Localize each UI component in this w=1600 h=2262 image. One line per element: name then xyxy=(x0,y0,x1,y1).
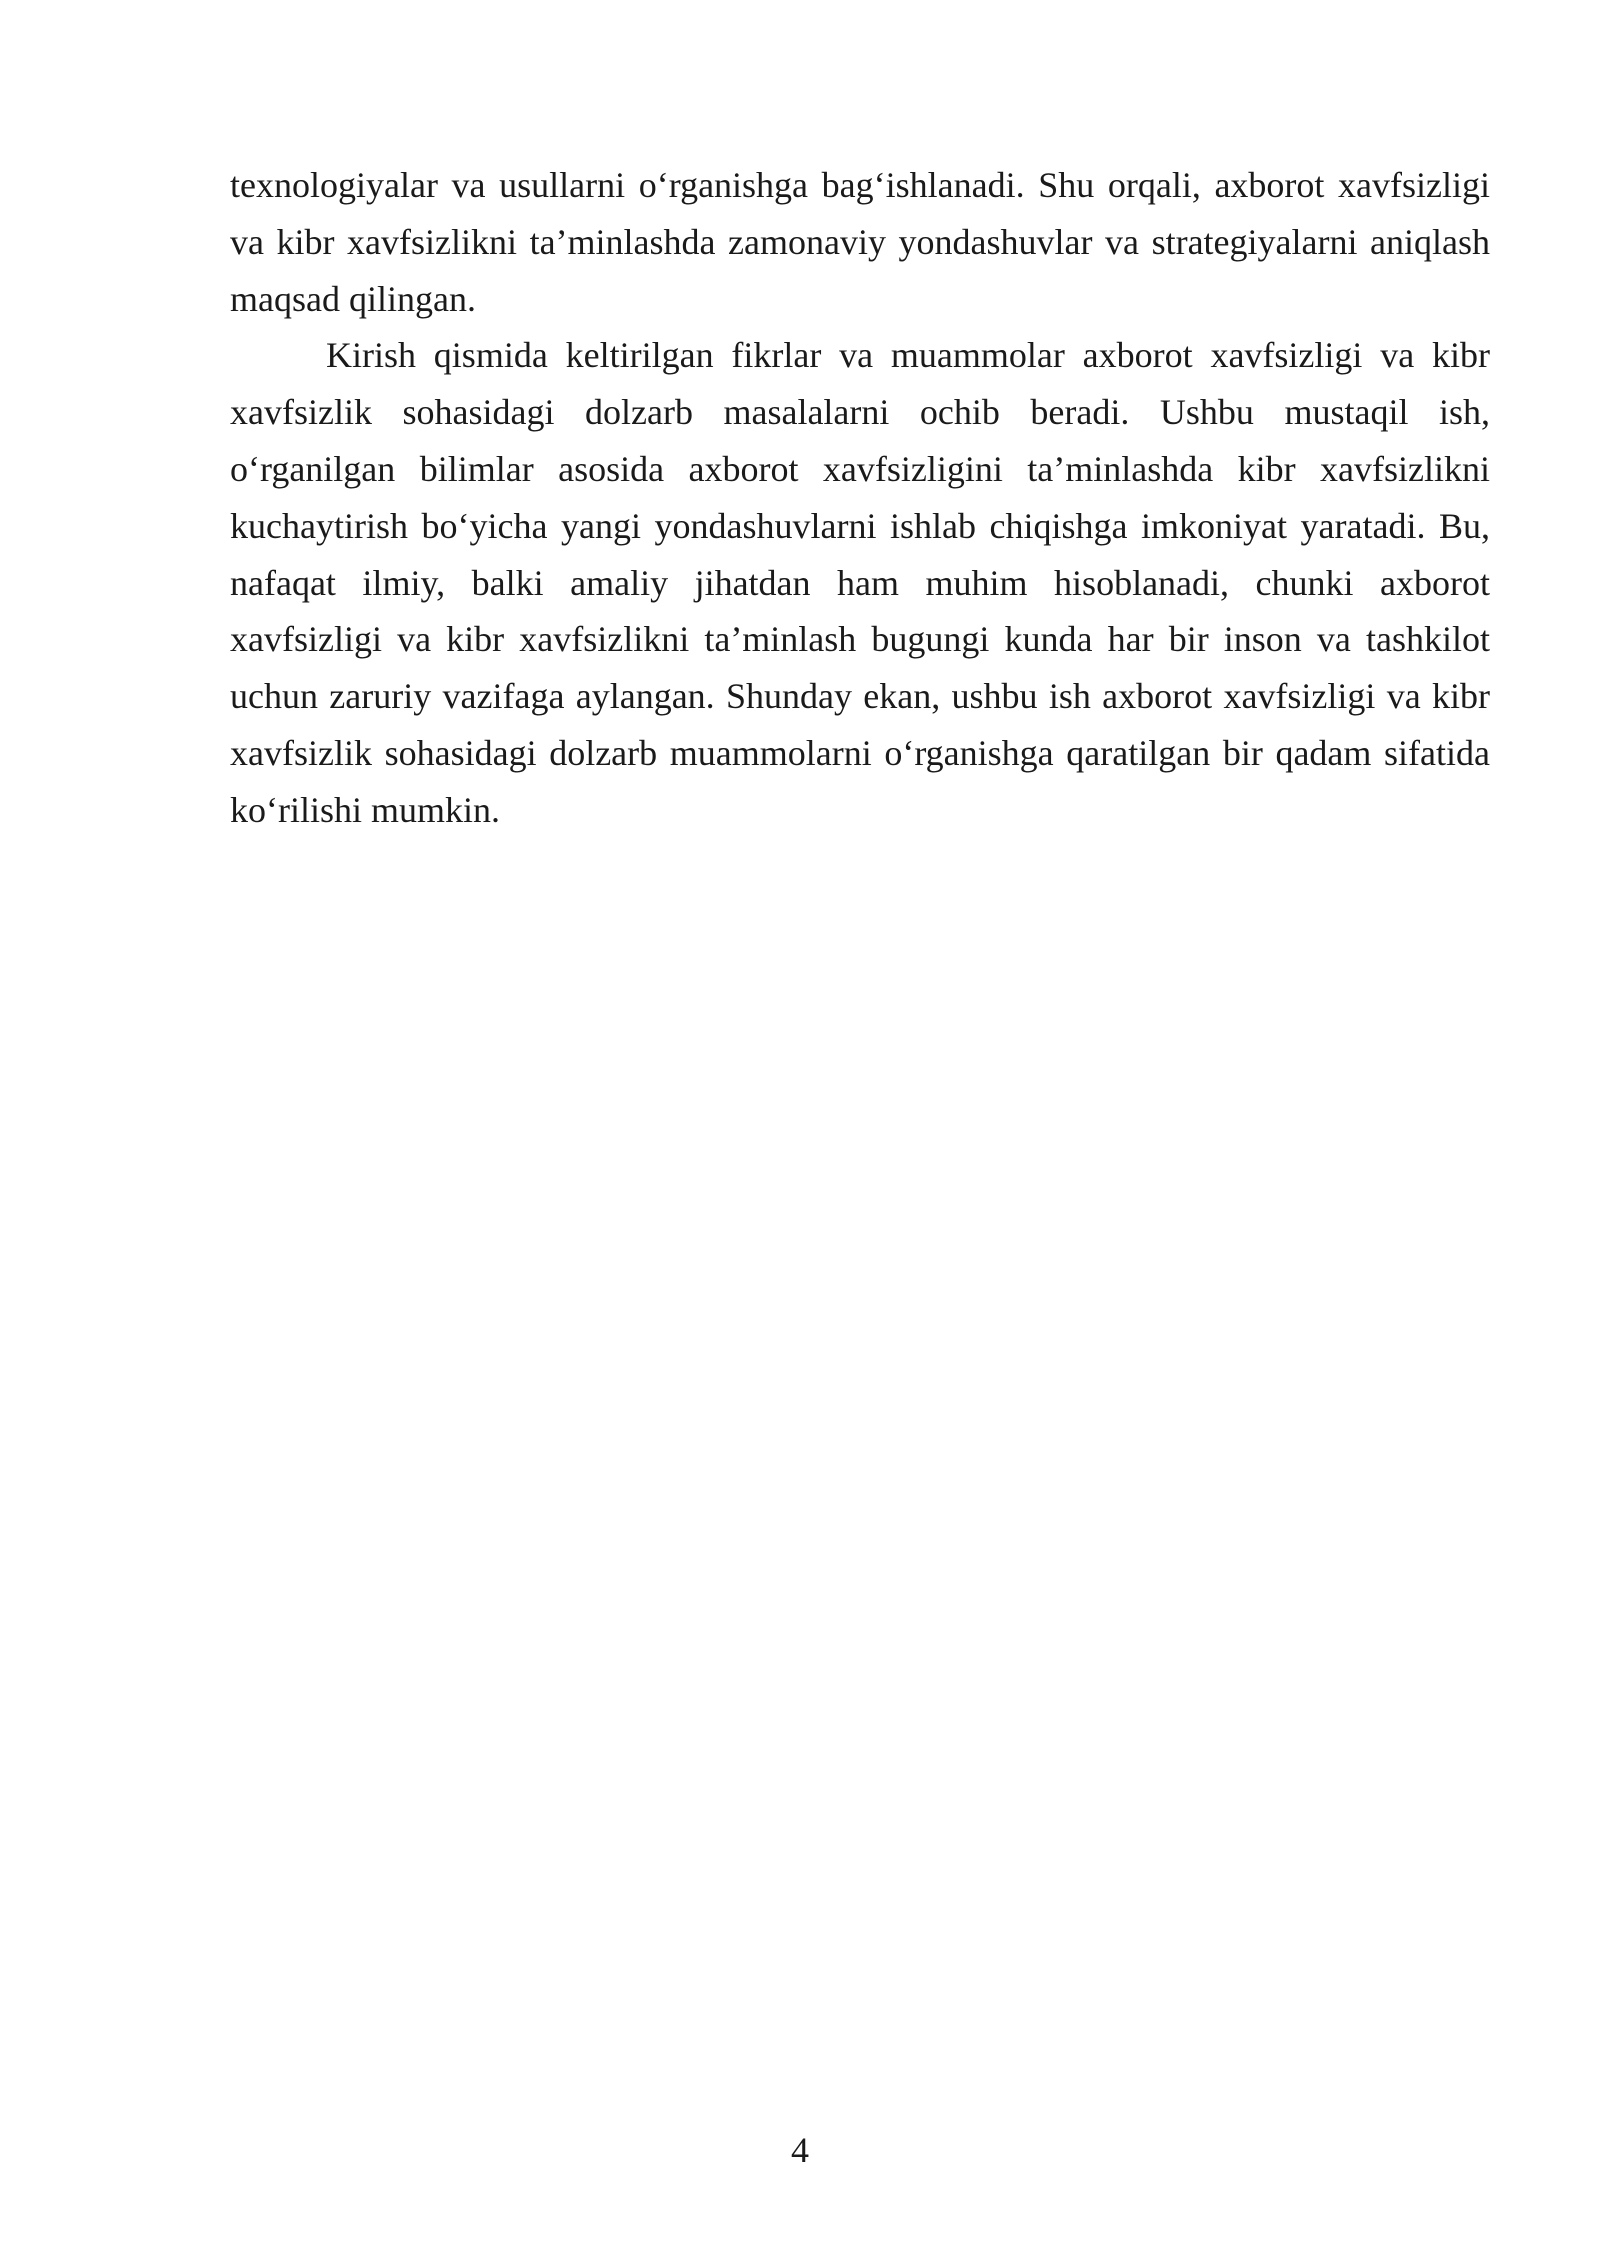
page-number: 4 xyxy=(791,2130,809,2170)
body-text xyxy=(230,157,1490,839)
paragraph-conclusion: Kirish qismida keltirilgan fikrlar va muammolar axborot xavfsizligi va kibr xavfsizlik sohasidagi dolzarb masalalarni ochib beradi. Ushbu mustaqil ish, o‘rganilgan bilimlar asosida axborot xavfsizligini ta’minlashda kibr xavfsizlikni kuchaytirish bo‘yicha yangi yondashuvlarni ishlab chiqishga imkoniyat yaratadi. Bu, nafaqat ilmiy, balki amaliy jihatdan ham muhim hisoblanadi, chunki axborot xavfsizligi va kibr xavfsizlikni ta’minlash bugungi kunda har bir inson va tashkilot uchun zaruriy vazifaga aylangan. Shunday ekan, ushbu ish axborot xavfsizligi va kibr xavfsizlik sohasidagi dolzarb muammolarni o‘rganishga qaratilgan bir qadam sifatida ko‘rilishi mumkin. xyxy=(230,335,1490,830)
paragraph-continuation: texnologiyalar va usullarni o‘rganishga bag‘ishlanadi. Shu orqali, axborot xavfsizligi va kibr xavfsizlikni ta’minlashda zamonaviy yondashuvlar va strategiyalarni aniqlash maqsad qilingan. xyxy=(230,165,1490,319)
